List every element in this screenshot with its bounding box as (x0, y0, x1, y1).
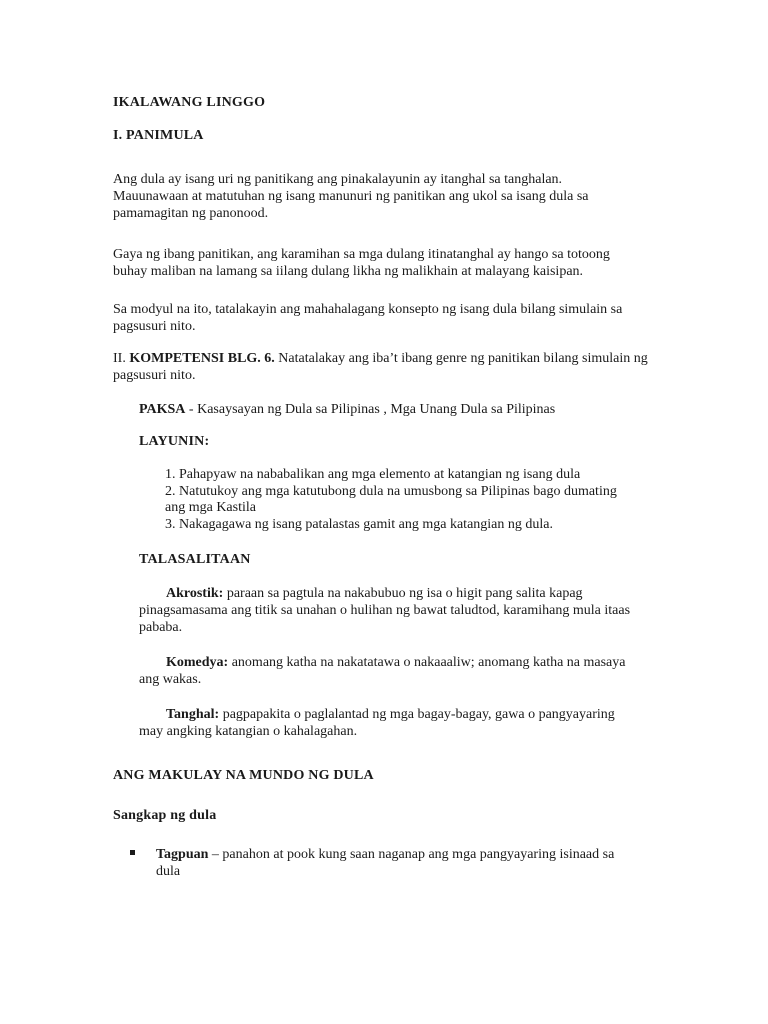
intro-paragraph-1 (113, 171, 653, 222)
competency-statement (113, 350, 653, 384)
competency-line-1 (113, 350, 653, 367)
paragraph-line: Gaya ng ibang panitikan, ang karamihan sa mga dulang itinatanghal ay hango sa totoong (113, 247, 610, 262)
definition-text: paraan sa pagtula na nakabubuo ng isa o higit pang salita kapag (223, 586, 583, 601)
element-line: dula (156, 864, 181, 879)
definition-text: pagpapakita o paglalantad ng mga bagay-bagay, gawa o pangyayaring (219, 707, 615, 722)
intro-paragraph-3 (113, 301, 653, 335)
paragraph-line: buhay maliban na lamang sa iilang dulang likha ng malikhain at malayang kaisipan. (113, 264, 584, 279)
objectives-label: LAYUNIN: (139, 434, 210, 449)
vocab-term-komedya (139, 654, 654, 688)
subsection-heading: Sangkap ng dula (113, 808, 217, 823)
vocab-term-akrostik (139, 585, 654, 636)
objective-item-1: 1. Pahapyaw na nababalikan ang mga elemento at katangian ng isang dula (165, 467, 581, 482)
element-line (156, 846, 646, 863)
paragraph-line: pagsusuri nito. (113, 319, 196, 334)
term-label: Komedya: (166, 655, 229, 670)
paragraph-line: Mauunawaan at matutuhan ng isang manunuri ng panitikan ang ukol sa isang dula sa (113, 189, 589, 204)
topic-text: - Kasaysayan ng Dula sa Pilipinas , Mga Unang Dula sa Pilipinas (185, 402, 556, 417)
definition-line: pababa. (139, 620, 183, 635)
definition-line (139, 706, 654, 723)
definition-line (139, 585, 654, 602)
objective-item-2: 2. Natutukoy ang mga katutubong dula na umusbong sa Pilipinas bago dumating (165, 483, 617, 499)
bullet-square-icon (130, 850, 135, 855)
competency-prefix: II. (113, 351, 130, 366)
term-label: Tanghal: (166, 707, 220, 722)
paragraph-line: pamamagitan ng panonood. (113, 206, 269, 221)
term-label: Akrostik: (166, 586, 224, 601)
definition-line (139, 654, 654, 671)
definition-text: anomang katha na nakatatawa o nakaaaliw; anomang katha na masaya (228, 655, 626, 670)
vocabulary-label: TALASALITAAN (139, 552, 251, 567)
competency-text: Natatalakay ang iba’t ibang genre ng panitikan bilang simulain ng (274, 351, 648, 366)
topic-line (139, 401, 654, 418)
objective-item-3: 3. Nakagagawa ng isang patalastas gamit ang mga katangian ng dula. (165, 516, 553, 532)
intro-heading: I. PANIMULA (113, 128, 204, 143)
competency-line-2: pagsusuri nito. (113, 368, 196, 383)
element-text (156, 846, 646, 880)
intro-paragraph-2 (113, 246, 653, 280)
week-title: IKALAWANG LINGGO (113, 95, 266, 110)
objectives-list (165, 467, 655, 533)
definition-line: ang wakas. (139, 672, 202, 687)
paragraph-line: Sa modyul na ito, tatalakayin ang mahahalagang konsepto ng isang dula bilang simulain sa (113, 302, 623, 317)
section-heading: ANG MAKULAY NA MUNDO NG DULA (113, 768, 374, 783)
definition-line: may angking katangian o kahalagahan. (139, 724, 358, 739)
definition-line: pinagsamasama ang titik sa unahan o hulihan ng bawat taludtod, karamihang mula itaas (139, 603, 631, 618)
competency-label: KOMPETENSI BLG. 6. (129, 351, 275, 366)
vocab-term-tanghal (139, 706, 654, 740)
element-definition: – panahon at pook kung saan naganap ang mga pangyayaring isinaad sa (208, 847, 615, 862)
objective-item-2-cont: ang mga Kastila (165, 500, 256, 515)
element-term: Tagpuan (156, 847, 209, 862)
paragraph-line: Ang dula ay isang uri ng panitikang ang pinakalayunin ay itanghal sa tanghalan. (113, 172, 563, 187)
topic-label: PAKSA (139, 402, 186, 417)
